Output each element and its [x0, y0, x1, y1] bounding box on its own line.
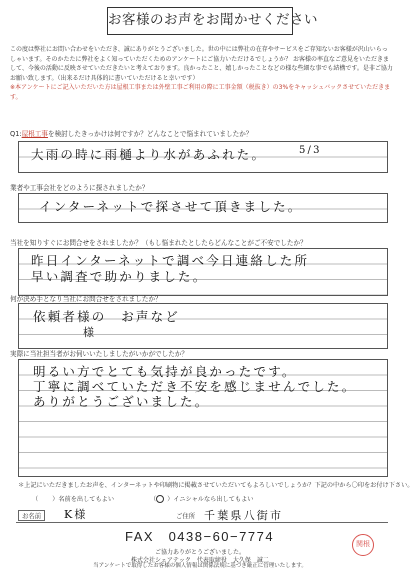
- name-value[interactable]: K様: [64, 508, 88, 521]
- answer-box-5[interactable]: [18, 359, 388, 477]
- option-name[interactable]: [32, 494, 114, 503]
- question-highlight: 屋根工事: [21, 130, 48, 138]
- address-label: ご住所: [176, 512, 196, 520]
- answer-box-1[interactable]: [18, 141, 388, 173]
- answer-box-2[interactable]: [18, 193, 388, 223]
- answer-4-line-1: 依頼者様の お声など: [33, 309, 181, 324]
- option-name-label: 名前を出してもよい: [58, 496, 115, 503]
- answer-3-line-2: 早い調査で助かりました。: [31, 269, 208, 284]
- question-2: 業者や工事会社をどのように探されましたか？: [10, 184, 149, 192]
- question-1: [10, 130, 252, 138]
- address-value[interactable]: 千葉県八街市: [204, 509, 284, 522]
- answer-1-date: 5/3: [299, 145, 322, 156]
- option-initial-label: イニシャルなら出してもよい: [173, 496, 254, 503]
- option-initial-open-paren: （: [150, 496, 157, 503]
- answer-4-line-2: 様: [83, 326, 97, 339]
- answer-5-line-3: ありがとうございました。: [33, 394, 210, 409]
- question-text: を検討したきっかけは何ですか？どんなことで悩まれていましたか？: [47, 130, 253, 138]
- fax-number: FAX 0438−60−7774: [125, 529, 275, 544]
- footer-thanks: ご協力ありがとうございました。: [154, 549, 245, 556]
- answer-3-line-1: 昨日インターネットで調べ今日連絡した所: [31, 253, 310, 268]
- answer-5-line-2: 丁寧に調べていただき不安を感じませんでした。: [33, 379, 357, 394]
- option-initial[interactable]: [150, 494, 253, 503]
- seal-stamp-icon: 関根: [352, 534, 374, 556]
- name-address-row: [16, 508, 388, 523]
- footer-company: 株式会社シェアテック 代表取締役 大久保 誠二: [131, 557, 269, 564]
- answer-box-3[interactable]: [18, 248, 388, 296]
- name-label: お名前: [18, 510, 45, 521]
- intro-notice: ※本アンケートにご記入いただいた方は屋根工事または外壁工事ご利用の際に工事金額（税抜き）の3%をキャッシュバックさせていただきます。: [10, 84, 391, 101]
- answer-box-4[interactable]: [18, 303, 388, 349]
- question-4: 何が決め手となり当社にお問合せをされましたか？: [10, 295, 162, 303]
- publish-note: ＊上記にいただきましたお声を、インターネットや印刷物に掲載させていただいてもよろしいでしょうか？下記の中から〇印をお付け下さい。: [18, 482, 413, 489]
- option-name-open-paren: （: [32, 496, 39, 503]
- footer-privacy: 当アンケートで取得したお客様の個人情報は関係法規に基づき厳正に管理いたします。: [93, 563, 307, 569]
- question-label: Q1:: [10, 130, 22, 138]
- question-3: 当社を知りすぐにお問合せをされましたか？（もし悩まれたとしたらどんなことがご不安でしたか？: [10, 239, 307, 247]
- answer-5-line-1: 明るい方でとても気持が良かったです。: [33, 364, 297, 379]
- option-initial-close-paren: ）: [167, 496, 174, 503]
- answer-1-line-1: 大雨の時に雨樋より水があふれた。: [31, 147, 267, 162]
- circle-mark-icon: [156, 495, 164, 503]
- intro-section: [10, 45, 393, 103]
- answer-2-line-1: インターネットで探させて頂きました。: [39, 199, 303, 214]
- page-title: お客様のお声をお聞かせください: [107, 7, 293, 35]
- question-5: 実際に当社担当者がお伺いいたしましたがいかがでしたか？: [10, 350, 189, 358]
- intro-paragraph: この度は弊社にお問い合わせをいただき、誠にありがとうございました。世の中には弊社の在存やサービスをご存知ないお客様が沢山いらっしゃいます。そのかたたに弊社をよく知っていただくためのアンケートにご協力いただけるでしょうか？ お客様の率直なご意見をいただきまして、今後の活動に反映させていただきたいと考えております。良かったこと、嬉しかったことなどの様な些細な事でも結構です。是非ご協力お願い致します。（出来るだけ具体的に書いていただけると幸いです）: [10, 46, 393, 82]
- option-name-close-paren: ）: [52, 496, 59, 503]
